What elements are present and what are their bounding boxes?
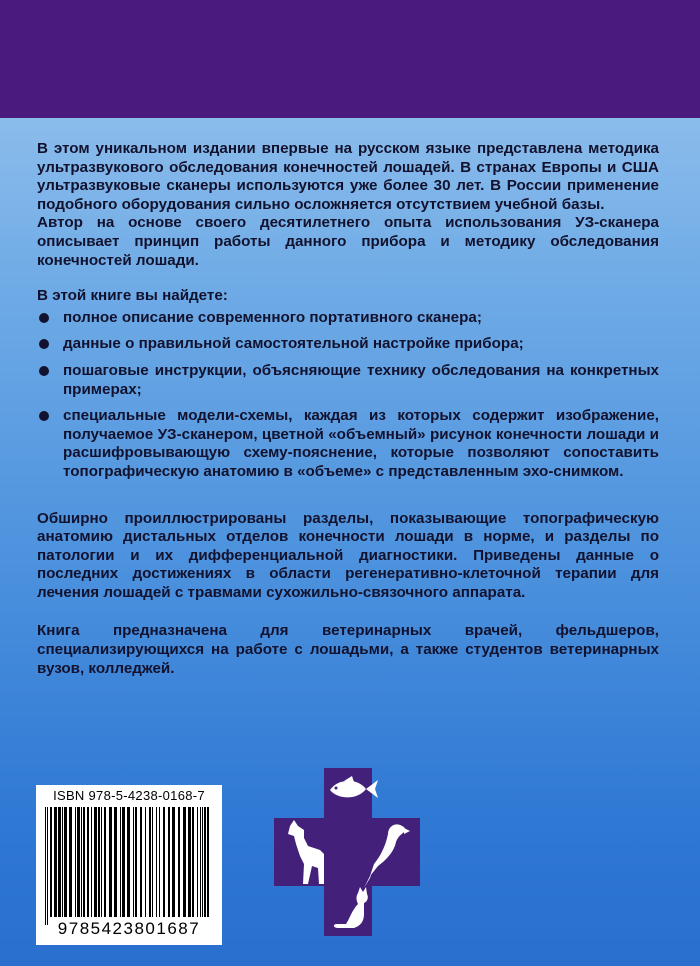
barcode-bar — [204, 807, 206, 917]
list-item-text: данные о правильной самостоятельной настройке прибора; — [63, 335, 524, 353]
barcode-bar — [109, 807, 112, 917]
barcode-bar — [156, 807, 157, 917]
top-band — [0, 0, 700, 118]
barcode-bar — [64, 807, 67, 917]
list-item — [37, 335, 659, 354]
bullet-icon — [39, 339, 49, 349]
barcode-bar — [50, 807, 52, 917]
barcode-bar — [83, 807, 85, 917]
barcode-bar — [122, 807, 125, 917]
barcode-bar — [159, 807, 160, 917]
illustrations-paragraph: Обширно проиллюстрированы разделы, показывающие топографическую анатомию дистальных отделов конечности лошади в норме, и разделы по патологии и их дифференциальной диагностики. Приведены данные о последних достижениях в области регенеративно-клеточной терапии для лечения лошадей с травмами сухожильно-связочного аппарата. — [37, 509, 659, 601]
barcode-bar — [127, 807, 130, 917]
intro-paragraph: В этом уникальном издании впервые на русском языке представлена методика ультразвукового обследования конечностей лошадей. В странах Европы и США ультразвуковые сканеры используются уже более 30 лет. В России применение подобного оборудования сильно осложняется отсутствием учебной базы. — [37, 140, 659, 213]
barcode-bar — [114, 807, 117, 917]
barcode-bar — [58, 807, 61, 917]
list-item-text: пошаговые инструкции, объясняющие технику обследования на конкретных примерах; — [63, 361, 659, 398]
barcode-bar — [163, 807, 165, 917]
barcode-bar — [197, 807, 198, 917]
barcode-bar — [101, 807, 102, 917]
barcode-bar — [192, 807, 194, 917]
barcode-bar — [207, 807, 209, 917]
author-paragraph: Автор на основе своего десятилетнего опыта использования УЗ-сканера описывает принцип работы данного прибора и методику обследования конечностей лошади. — [37, 214, 659, 269]
isbn-label: ISBN 978-5-4238-0168-7 — [53, 788, 205, 803]
bullet-icon — [39, 313, 49, 323]
barcode-bar — [133, 807, 134, 917]
list-item — [37, 407, 659, 481]
veterinary-cross-logo — [274, 768, 420, 936]
barcode-bar — [135, 807, 137, 917]
barcode-bar — [62, 807, 63, 917]
barcode-bar — [145, 807, 146, 917]
barcode-bar — [172, 807, 175, 917]
barcode-bar — [75, 807, 76, 917]
barcode-bars — [45, 807, 213, 925]
barcode-bar — [188, 807, 191, 917]
list-item-text: специальные модели-схемы, каждая из которых содержит изображение, получаемое УЗ-сканером, цветной «объемный» рисунок конечности лошади и расшифровывающую схему-пояснение, которые позволяют сопоставить топографическую анатомию в «объеме» с представленным эхо-снимком. — [63, 407, 659, 480]
barcode-bar — [183, 807, 186, 917]
barcode-bar — [200, 807, 201, 917]
barcode-bar — [104, 807, 106, 917]
barcode-bar — [47, 807, 48, 925]
list-item — [37, 362, 659, 399]
list-item-text: полное описание современного портативного сканера; — [63, 308, 482, 326]
barcode-bar — [81, 807, 82, 917]
barcode-bar — [77, 807, 80, 917]
audience-paragraph: Книга предназначена для ветеринарных врачей, фельдшеров, специализирующихся на работе с лошадьми, а также студентов ветеринарных вузов, колледжей. — [37, 622, 659, 677]
barcode-bar — [69, 807, 72, 917]
barcode-bar — [94, 807, 97, 917]
bullet-icon — [39, 366, 49, 376]
list-item — [37, 309, 659, 328]
barcode-bar — [152, 807, 153, 917]
isbn-barcode — [36, 785, 222, 945]
bullet-icon — [39, 411, 49, 421]
features-list — [37, 309, 659, 482]
barcode-bar — [98, 807, 100, 917]
ean-digits: 9785423801687 — [57, 919, 201, 938]
blurb-text — [37, 140, 659, 678]
barcode-bar — [168, 807, 170, 917]
list-heading: В этой книге вы найдете: — [37, 287, 228, 305]
barcode-bar — [149, 807, 151, 917]
barcode-bar — [120, 807, 121, 917]
barcode-bar — [140, 807, 142, 917]
barcode-bar — [91, 807, 92, 917]
barcode-bar — [45, 807, 46, 925]
barcode-bar — [178, 807, 180, 917]
barcode-bar — [202, 807, 203, 917]
barcode-bar — [87, 807, 89, 917]
barcode-bar — [54, 807, 57, 917]
